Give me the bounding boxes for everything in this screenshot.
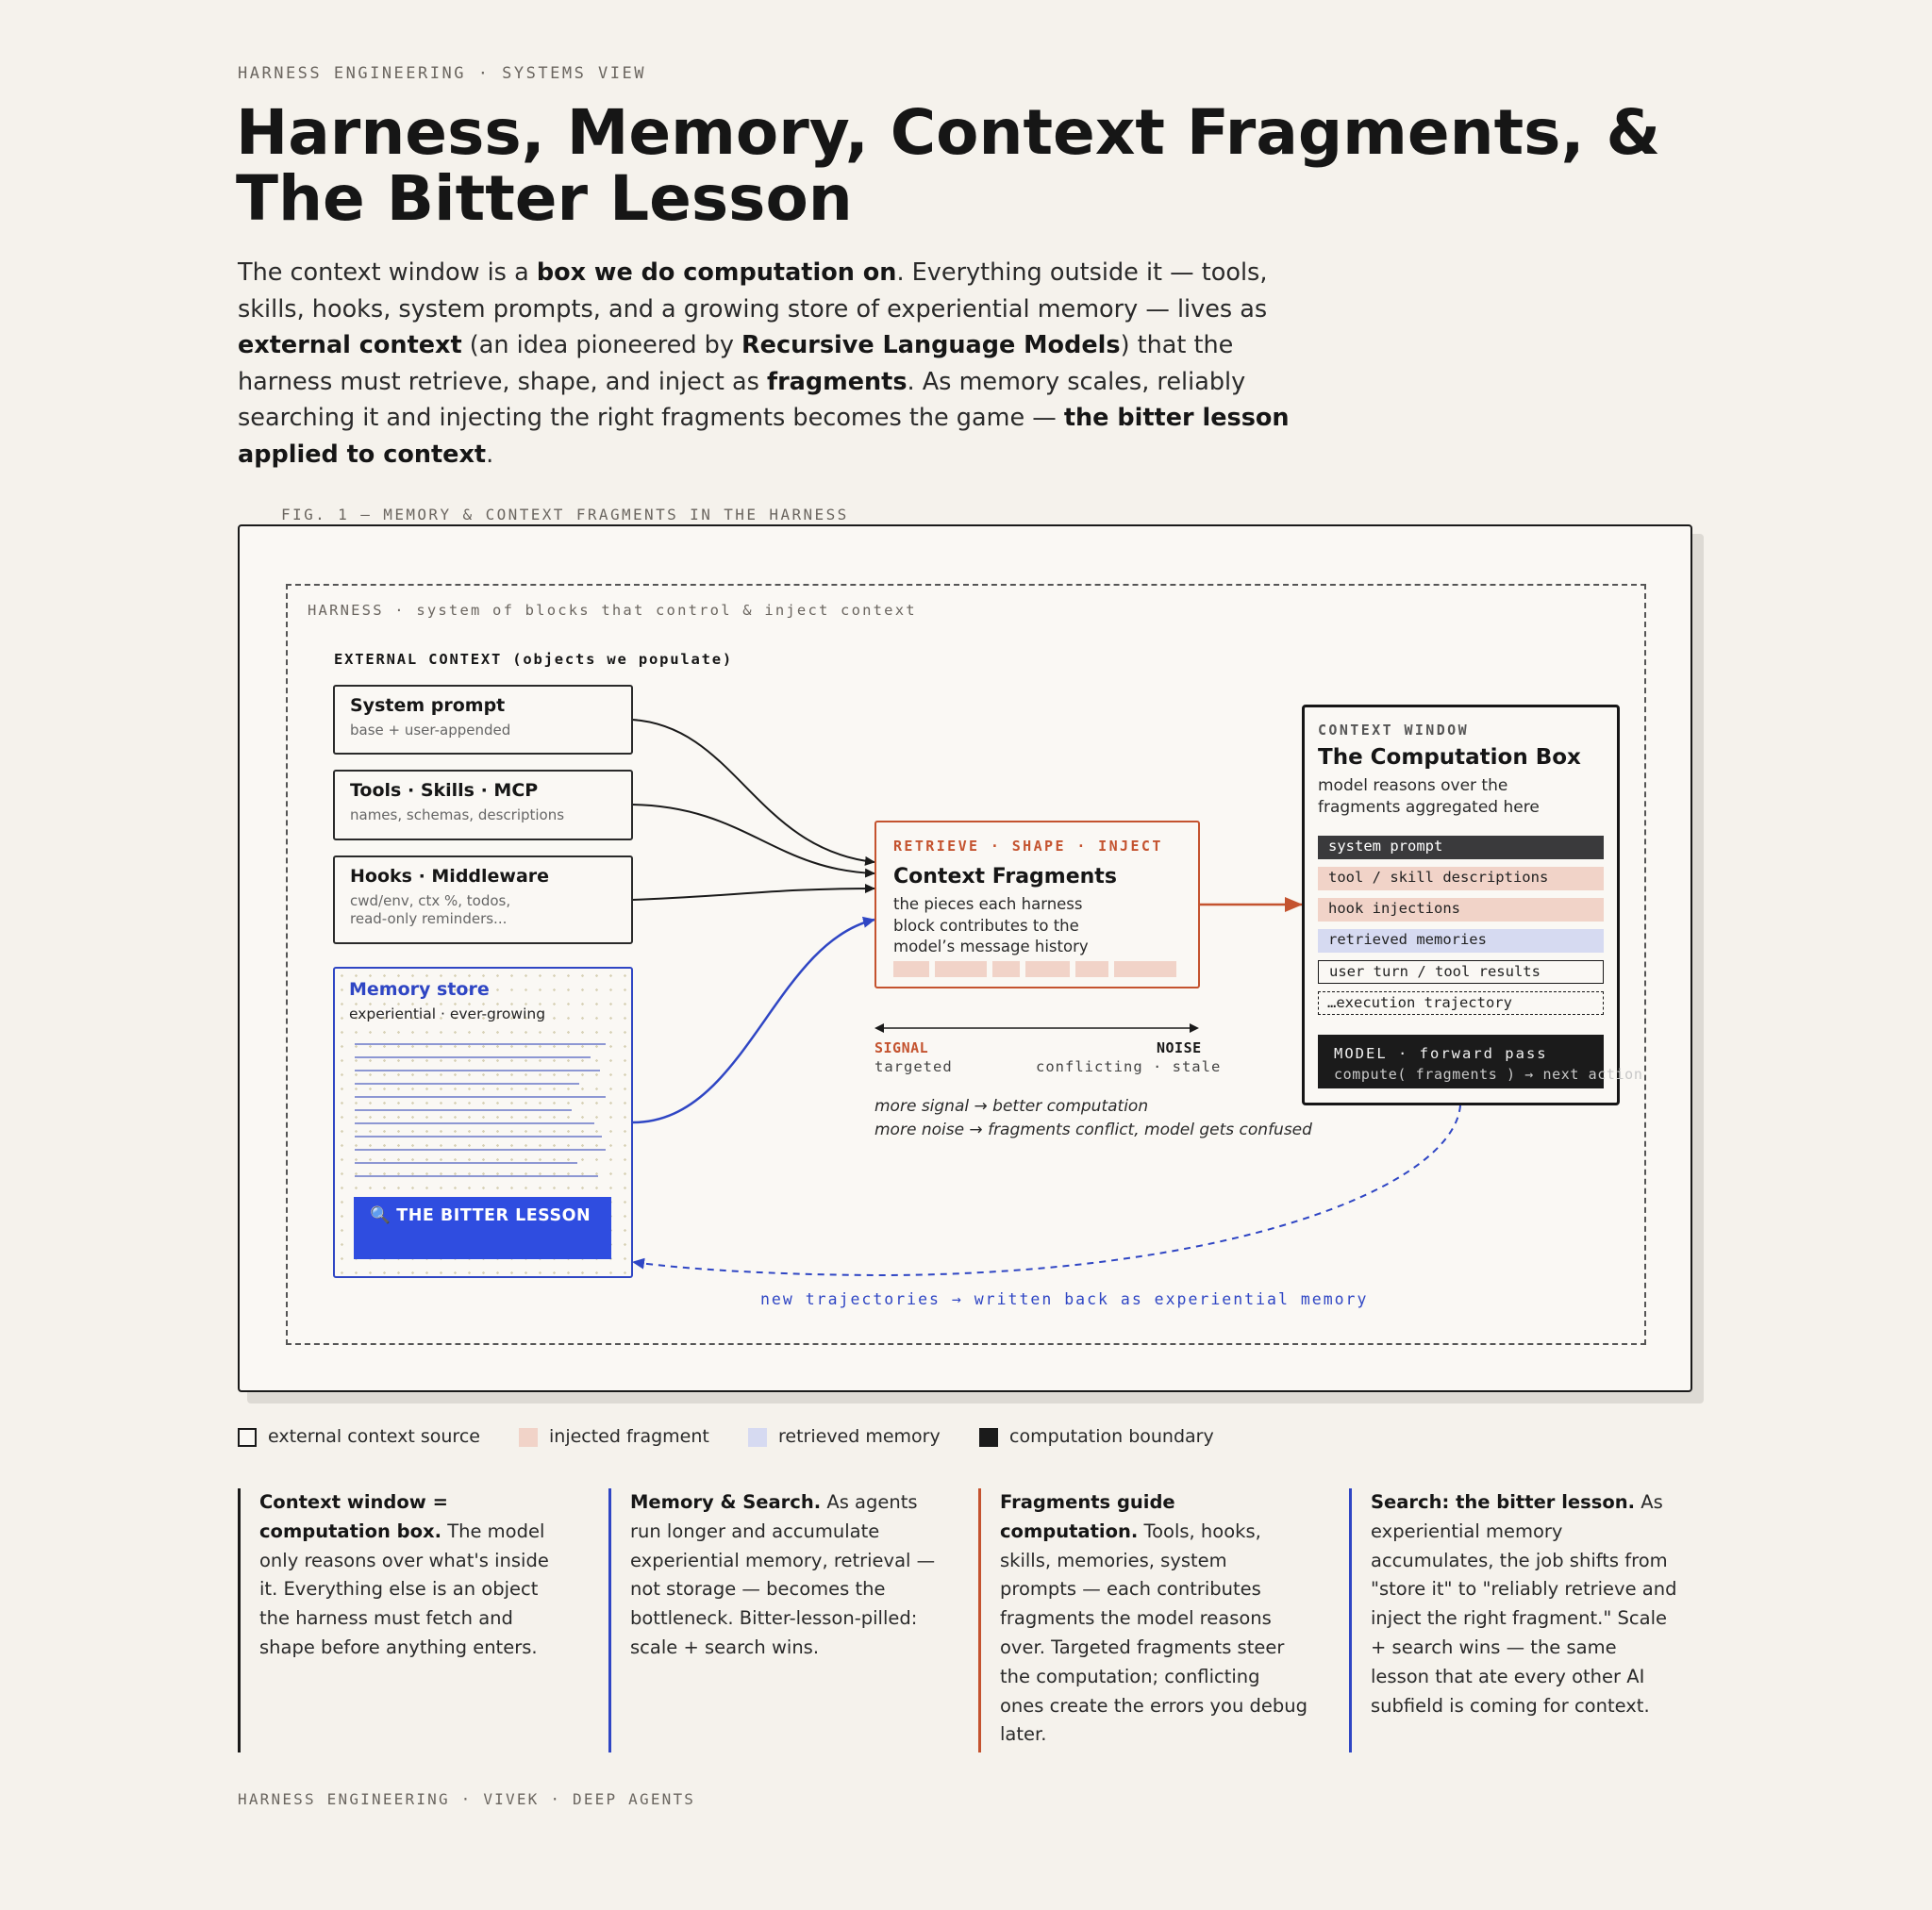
- fragments-eyebrow: RETRIEVE · SHAPE · INJECT: [893, 838, 1163, 855]
- model-subtitle: compute( fragments ) → next action: [1334, 1066, 1643, 1083]
- legend-swatch-external: [238, 1428, 257, 1447]
- external-context-label: EXTERNAL CONTEXT (objects we populate): [334, 651, 734, 668]
- conflicting-label: conflicting · stale: [1036, 1058, 1222, 1075]
- legend-computation: computation boundary: [1009, 1426, 1214, 1447]
- row-execution-trajectory: …execution trajectory: [1318, 991, 1604, 1015]
- column-memory-search: Memory & Search. As agents run longer and accumulate experiential memory, retrieval — not storage — becomes the bottleneck. Bitter-lesson-pilled: scale + search wins.: [608, 1488, 939, 1752]
- signal-label: SIGNAL: [874, 1039, 929, 1056]
- row-user-turn: user turn / tool results: [1318, 960, 1604, 984]
- row-tool-skill: tool / skill descriptions: [1318, 867, 1604, 890]
- arrow-system-prompt: [632, 720, 874, 862]
- legend-swatch-injected: [519, 1428, 538, 1447]
- legend-external: external context source: [268, 1426, 480, 1447]
- fragments-description: the pieces each harness block contributes to the model’s message history: [893, 895, 1089, 955]
- column-bitter-lesson: Search: the bitter lesson. As experiential memory accumulates, the job shifts from "store it" to "reliably retrieve and inject the right fragment." Scale + search wins — the same lesson that ate every other AI subfield is coming for context.: [1349, 1488, 1679, 1752]
- title-line-1: Harness, Memory, Context Fragments, &: [236, 96, 1661, 169]
- writeback-label: new trajectories → written back as experiential memory: [760, 1290, 1369, 1308]
- model-title: MODEL · forward pass: [1334, 1045, 1548, 1062]
- legend-retrieved: retrieved memory: [778, 1426, 941, 1447]
- legend-swatch-computation: [979, 1428, 998, 1447]
- memory-store-title: Memory store: [349, 979, 490, 1000]
- fragments-title: Context Fragments: [893, 865, 1117, 889]
- source-tools-skills-mcp: Tools · Skills · MCP names, schemas, descriptions: [333, 770, 633, 840]
- context-window-eyebrow: CONTEXT WINDOW: [1318, 722, 1470, 739]
- arrow-memory: [633, 920, 874, 1122]
- arrow-hooks: [632, 889, 874, 900]
- signal-noise-left-tip: [874, 1023, 884, 1033]
- bitter-lesson-label: 🔍 THE BITTER LESSON: [370, 1206, 591, 1225]
- memory-store-subtitle: experiential · ever-growing: [349, 1005, 546, 1022]
- targeted-label: targeted: [874, 1058, 953, 1075]
- intro-paragraph: The context window is a box we do computation on. Everything outside it — tools, skills, hooks, system prompts, and a growing store of experiential memory — lives as external context (an idea pioneered by Recursive Language Models) that the harness must retrieve, shape, and inject as fragments. As memory scales, reliably searching it and injecting the right fragments becomes the game — the bitter lesson applied to context.: [238, 258, 1290, 469]
- title-line-2: The Bitter Lesson: [236, 162, 853, 235]
- row-hook-injections: hook injections: [1318, 898, 1604, 922]
- column-fragments: Fragments guide computation. Tools, hooks, skills, memories, system prompts — each contributes fragments the model reasons over. Targeted fragments steer the computation; conflicting ones create the errors you debug later.: [978, 1488, 1308, 1752]
- eyebrow: HARNESS ENGINEERING · SYSTEMS VIEW: [238, 64, 646, 83]
- signal-note: more signal → better computation: [874, 1097, 1149, 1116]
- arrow-tools: [632, 805, 874, 873]
- source-system-prompt: System prompt base + user-appended: [333, 685, 633, 755]
- signal-noise-right-tip: [1190, 1023, 1199, 1033]
- legend-injected: injected fragment: [549, 1426, 709, 1447]
- computation-box-description: model reasons over the fragments aggregated here: [1318, 776, 1540, 817]
- harness-label: HARNESS · system of blocks that control & inject context: [308, 602, 917, 619]
- computation-box-title: The Computation Box: [1318, 745, 1581, 770]
- noise-label: NOISE: [1157, 1039, 1202, 1056]
- magnifier-icon: 🔍: [370, 1206, 391, 1225]
- noise-note: more noise → fragments conflict, model gets confused: [874, 1121, 1312, 1139]
- footer: HARNESS ENGINEERING · VIVEK · DEEP AGENTS: [238, 1790, 696, 1808]
- row-retrieved-memories: retrieved memories: [1318, 929, 1604, 953]
- legend-swatch-retrieved: [748, 1428, 767, 1447]
- figure-caption: FIG. 1 — MEMORY & CONTEXT FRAGMENTS IN THE HARNESS: [266, 506, 864, 523]
- source-hooks-middleware: Hooks · Middleware cwd/env, ctx %, todos, read-only reminders...: [333, 855, 633, 944]
- column-context-window: Context window = computation box. The model only reasons over what's inside it. Everything else is an object the harness must fetch and shape before anything enters.: [238, 1488, 568, 1752]
- row-system-prompt: system prompt: [1318, 836, 1604, 859]
